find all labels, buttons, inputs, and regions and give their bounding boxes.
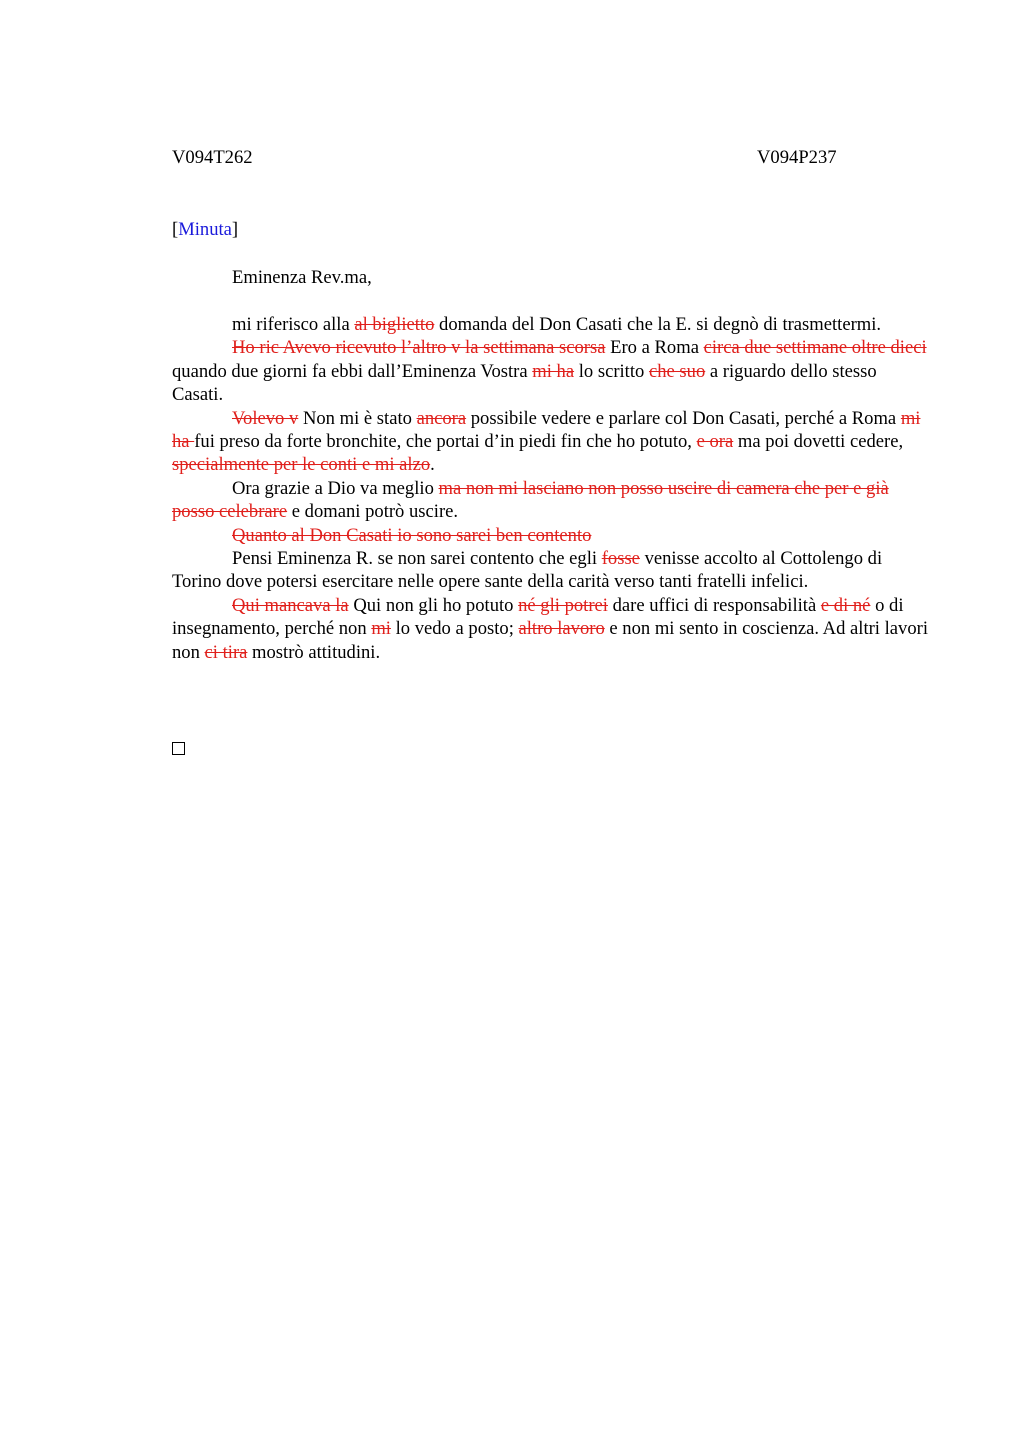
paragraph-text: mi riferisco alla (232, 314, 355, 335)
deleted-text: né gli potrei (518, 594, 608, 616)
paragraph-text: ma poi dovetti cedere, (733, 431, 904, 453)
deleted-text: altro lavoro (518, 618, 605, 640)
paragraph-text: lo vedo a posto; (390, 618, 519, 640)
deleted-text: ci tira (204, 641, 248, 663)
paragraph-text: lo scritto (574, 360, 649, 382)
deleted-text: specialmente per le conti e mi alzo (172, 454, 431, 476)
paragraph-text: Non mi è stato (298, 407, 417, 429)
paragraph-text: venisse accolto al Cottolengo di Torino dove potersi esercitare nelle opere sante della carità verso tanti fratelli infelici. (172, 548, 883, 593)
salutation: Eminenza Rev.ma, (232, 267, 372, 288)
paragraph-text: Qui non gli ho potuto (348, 594, 519, 616)
deleted-text: e di né (820, 594, 871, 616)
deleted-text: mi ha (532, 360, 575, 382)
paragraph (172, 336, 932, 406)
deleted-text: che suo (648, 360, 706, 382)
deleted-text: al biglietto (354, 314, 435, 335)
document-code-left: V094T262 (172, 147, 253, 168)
deleted-text: Volevo v (232, 407, 299, 429)
paragraph (172, 313, 932, 336)
deleted-text: e ora (696, 431, 734, 453)
deleted-text: circa due settimane oltre dieci (703, 337, 927, 359)
minuta-heading (172, 219, 238, 241)
paragraph-text: dare uffici di responsabilità (607, 594, 821, 616)
deleted-text: fosse (601, 548, 640, 570)
deleted-text: mi ha (172, 407, 921, 453)
minuta-close-bracket: ] (231, 219, 239, 240)
paragraph-text: e non mi sento in coscienza. Ad altri lavori non (172, 618, 928, 663)
paragraph-text: . (430, 454, 435, 476)
document-code-right: V094P237 (757, 147, 837, 168)
paragraph (172, 524, 932, 547)
paragraph-text: e domani potrò uscire. (287, 501, 459, 523)
deleted-text: Quanto al Don Casati io sono sarei ben contento (232, 524, 592, 546)
letter-body (172, 313, 932, 664)
paragraph (172, 407, 932, 477)
paragraph-text: a riguardo dello stesso Casati. (172, 360, 877, 406)
deleted-text: Ho ric Avevo ricevuto l’altro v la settimana scorsa (232, 337, 606, 359)
deleted-text: ancora (416, 407, 467, 429)
paragraph-text: fui preso da forte bronchite, che portai d’in piedi fin che ho potuto, (194, 431, 697, 453)
paragraph (172, 477, 932, 524)
paragraph-text: Ero a Roma (605, 337, 704, 359)
paragraph-text: Pensi Eminenza R. se non sarei contento che egli (232, 548, 602, 570)
paragraph (172, 547, 932, 594)
minuta-label: Minuta (178, 219, 232, 240)
minuta-open-bracket: [ (172, 219, 179, 240)
paragraph-text: o di insegnamento, perché non (172, 594, 904, 640)
deleted-text: ma non mi lasciano non posso uscire di camera che per e già posso celebrare (172, 477, 889, 523)
paragraph (172, 594, 932, 664)
deleted-text: mi (371, 618, 391, 640)
paragraph-text: domanda del Don Casati che la E. si degnò di trasmettermi. (434, 314, 882, 335)
paragraph-text: mostrò attitudini. (247, 641, 381, 663)
paragraph-text: quando due giorni fa ebbi dall’Eminenza Vostra (172, 360, 533, 382)
paragraph-text: possibile vedere e parlare col Don Casati, perché a Roma (466, 407, 901, 429)
deleted-text: Qui mancava la (232, 594, 349, 616)
paragraph-text: Ora grazie a Dio va meglio (232, 477, 439, 499)
checkbox-icon (172, 742, 185, 755)
